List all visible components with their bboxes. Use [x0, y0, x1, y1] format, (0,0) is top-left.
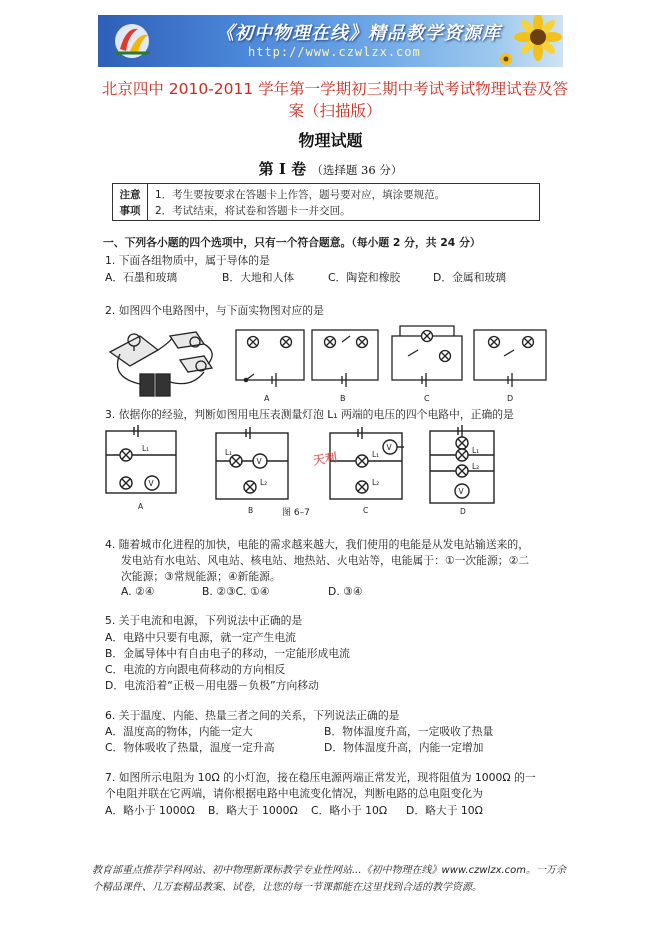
q1-stem: 1. 下面各组物质中，属于导体的是 [105, 254, 270, 267]
notice-heading [113, 184, 148, 220]
section-title [0, 158, 661, 179]
q7-line-2: 个电阻并联在它两端，请你根据电路中电流变化情况，判断电路的总电阻变化为 [105, 787, 483, 800]
q3-figures [100, 425, 520, 517]
q2-figures [100, 322, 560, 404]
q4-option-bc: B. ②③C. ①④ [202, 585, 270, 598]
q7-option-b: B．略大于 1000Ω [208, 804, 298, 817]
q6-option-c: C．物体吸收了热量，温度一定升高 [105, 741, 275, 754]
q3-c-voltmeter: V [386, 443, 392, 452]
notice-item-2: 2．考试结束，将试卷和答题卡一并交回。 [155, 205, 351, 217]
q6-option-a: A．温度高的物体，内能一定大 [105, 725, 253, 738]
q2-stem: 2. 如图四个电路图中，与下面实物图对应的是 [105, 304, 324, 317]
site-banner [98, 15, 563, 67]
q3-circuit-b [216, 427, 288, 499]
q2-circuit-c [392, 326, 462, 387]
part-one-heading: 一、下列各小题的四个选项中，只有一个符合题意。（每小题 2 分，共 24 分） [103, 236, 481, 249]
q2-label-d: D [507, 394, 514, 403]
section-name: 第 I 卷 [258, 160, 307, 178]
q3-d-l1: L₁ [472, 446, 480, 455]
footer-line-2: 个精品课件、几万套精品教案、试卷，让您的每一节课都能在这里找到合适的教学资源。 [92, 882, 482, 893]
sunflower-icon [498, 15, 563, 67]
notice-box [112, 183, 540, 221]
site-logo-icon [104, 21, 160, 61]
q3-c-l2: L₂ [372, 478, 380, 487]
watermark-stamp: 天利 [312, 450, 338, 468]
q2-label-a: A [264, 394, 270, 403]
q3-stem: 3. 依据你的经验，判断如图用电压表测量灯泡 L₁ 两端的电压的四个电路中，正确的是 [105, 408, 514, 421]
q3-d-voltmeter: V [458, 487, 464, 496]
q7-option-a: A．略小于 1000Ω [105, 804, 195, 817]
banner-url[interactable]: http://www.czwlzx.com [248, 45, 421, 59]
q3-a-voltmeter: V [148, 479, 154, 488]
q3-a-l1: L₁ [142, 444, 150, 453]
q2-physical-circuit [110, 332, 212, 396]
notice-heading-2: 事项 [119, 204, 141, 217]
q2-label-b: B [340, 394, 346, 403]
q1-option-d: D．金属和玻璃 [433, 271, 507, 284]
q3-c-l1: L₁ [372, 450, 380, 459]
q1-option-a: A．石墨和玻璃 [105, 271, 178, 284]
banner-title: 《初中物理在线》精品教学资源库 [216, 23, 501, 44]
site-footer [92, 862, 582, 896]
q2-circuit-b [312, 330, 378, 387]
q4-option-d: D. ③④ [328, 585, 363, 598]
q4-option-a: A. ②④ [121, 585, 155, 598]
q2-label-c: C [424, 394, 430, 403]
footer-line-1: 教育部重点推荐学科网站、初中物理新课标教学专业性网站...《初中物理在线》www.czwlzx.com。一万余 [92, 865, 567, 876]
q4-line-2: 发电站有水电站、风电站、核电站、地热站、火电站等，电能属于：①一次能源；②二 [121, 554, 530, 567]
q7-option-c: C．略小于 10Ω [311, 804, 388, 817]
q3-figure-caption: 图 6–7 [282, 508, 310, 518]
q5-option-a: A．电路中只要有电源，就一定产生电流 [105, 631, 296, 644]
q4-line-3: 次能源；③常规能源；④新能源。 [121, 570, 281, 583]
notice-item-1: 1．考生要按要求在答题卡上作答，题号要对应，填涂要规范。 [155, 189, 446, 201]
q5-option-c: C．电流的方向跟电荷移动的方向相反 [105, 663, 286, 676]
q6-option-b: B．物体温度升高，一定吸收了热量 [324, 725, 494, 738]
q6-option-d: D．物体温度升高，内能一定增加 [324, 741, 484, 754]
notice-heading-1: 注意 [119, 188, 141, 201]
q4-line-1: 4. 随着城市化进程的加快，电能的需求越来越大，我们使用的电能是从发电站输送来的， [105, 538, 530, 551]
q3-d-l2: L₂ [472, 462, 480, 471]
q5-stem: 5. 关于电流和电源，下列说法中正确的是 [105, 614, 303, 627]
q3-label-d: D [460, 507, 466, 516]
q3-circuit-c [330, 427, 404, 499]
q1-option-c: C．陶瓷和橡胶 [328, 271, 401, 284]
q5-option-d: D．电流沿着“正极－用电器－负极”方向移动 [105, 679, 319, 692]
section-note: （选择题 36 分） [311, 163, 403, 177]
q1-option-b: B．大地和人体 [222, 271, 295, 284]
q2-circuit-a [236, 330, 304, 387]
notice-items [155, 187, 445, 219]
q3-b-l1: L₁ [225, 448, 233, 457]
q2-circuit-d [474, 330, 546, 387]
q7-line-1: 7. 如图所示电阻为 10Ω 的小灯泡，接在稳压电源两端正常发光，现将阻值为 1000Ω 的一 [105, 771, 536, 784]
q3-b-l2: L₂ [260, 478, 268, 487]
paper-subtitle: 物理试题 [298, 131, 363, 150]
document-title: 北京四中 2010-2011 学年第一学期初三期中考试考试物理试卷及答案（扫描版） [101, 80, 569, 120]
q3-label-a: A [138, 502, 144, 511]
q3-label-c: C [363, 506, 369, 515]
q5-option-b: B．金属导体中有自由电子的移动，一定能形成电流 [105, 647, 350, 660]
q3-circuit-a [106, 425, 176, 493]
q7-option-d: D．略大于 10Ω [406, 804, 483, 817]
q3-label-b: B [248, 506, 254, 515]
q6-stem: 6. 关于温度、内能、热量三者之间的关系，下列说法正确的是 [105, 709, 400, 722]
q3-b-voltmeter: V [256, 457, 262, 466]
